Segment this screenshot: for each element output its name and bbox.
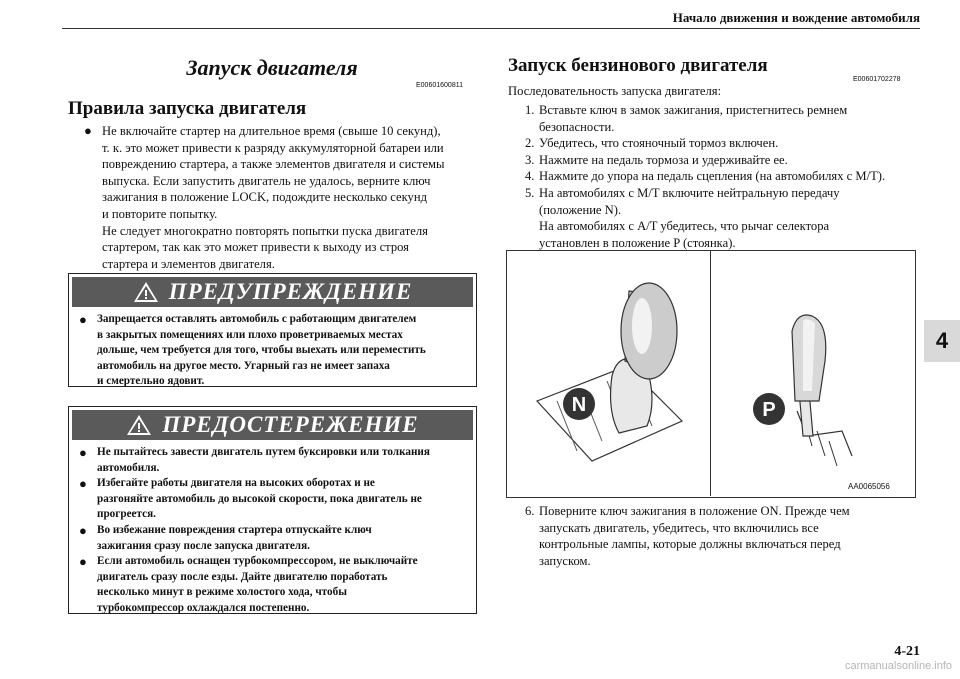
step-line: запуском. (539, 553, 591, 568)
step-item (508, 135, 908, 152)
warning-box (68, 273, 477, 387)
caution-line: турбокомпрессор охлаждался постепенно. (97, 601, 310, 614)
section-title-right: Запуск бензинового двигателя (508, 55, 768, 76)
step-line: На автомобилях с A/T убедитесь, что рычаг селектора (539, 219, 830, 234)
rule-line: и повторите попытку. (102, 206, 218, 221)
caution-line: прогреется. (97, 508, 156, 521)
step-line: На автомобилях с M/T включите нейтральную передачу (539, 185, 840, 200)
figure-divider (710, 250, 711, 496)
caution-line: разгоняйте автомобиль до высокой скорости, пока двигатель не (97, 492, 422, 505)
step-line: Поверните ключ зажигания в положение ON. Прежде чем (539, 504, 850, 518)
bullet-icon: ● (79, 312, 87, 327)
step-line: Убедитесь, что стояночный тормоз включен. (539, 136, 779, 151)
steps-list (508, 102, 908, 251)
step-number: 6. (525, 504, 535, 518)
p-position-badge (753, 393, 785, 425)
running-header: Начало движения и вождение автомобиля (672, 10, 920, 25)
caution-line: автомобиля. (97, 461, 160, 474)
step-number: 3. (525, 152, 535, 167)
step-number: 5. (525, 185, 535, 200)
step-item (508, 185, 908, 251)
rule-line: стартера и элементов двигателя. (102, 256, 275, 271)
chapter-tab: 4 (924, 320, 960, 362)
caution-line: Избегайте работы двигателя на высоких оборотах и не (97, 477, 375, 490)
step-line: Вставьте ключ в замок зажигания, пристегнитесь ремнем (539, 103, 848, 117)
step-number: 4. (525, 169, 535, 184)
caution-line: зажигания сразу после запуска двигателя. (97, 539, 310, 552)
caution-line: Во избежание повреждения стартера отпускайте ключ (97, 523, 372, 536)
caution-item (79, 445, 468, 476)
caution-box (68, 406, 477, 614)
warning-line: Запрещается оставлять автомобиль с работающим двигателем (97, 313, 417, 325)
warning-item (79, 312, 468, 390)
step-item (508, 503, 908, 569)
step-line: (положение N). (539, 202, 622, 217)
bullet-icon: ● (79, 476, 87, 492)
caution-line: несколько минут в режиме холостого хода, чтобы (97, 586, 347, 599)
warning-line: и смертельно ядовит. (97, 375, 205, 388)
step-item (508, 152, 908, 169)
rule-item (84, 123, 479, 272)
section-title: Запуск двигателя (186, 55, 358, 80)
n-position-badge (563, 388, 595, 420)
rule-line: зажигания в положение LOCK, подождите несколько секунд (102, 190, 428, 205)
bullet-icon: ● (79, 554, 87, 570)
caution-line: Если автомобиль оснащен турбокомпрессором, не выключайте (97, 555, 418, 568)
rule-line: повреждению стартера, а также элементов двигателя и системы (102, 157, 445, 172)
step-line: Нажмите на педаль тормоза и удерживайте ее. (539, 152, 788, 167)
warning-header (72, 277, 473, 307)
rule-line: Не следует многократно повторять попытки пуска двигателя (102, 223, 428, 238)
warning-line: в закрытых помещениях или плохо проветриваемых местах (97, 328, 403, 341)
header-rule (62, 28, 920, 29)
page-number: 4-21 (894, 644, 920, 659)
warning-line: автомобиль на другое место. Угарный газ не имеет запаха (97, 359, 390, 372)
step-6 (508, 503, 908, 569)
p-label: P (762, 399, 776, 421)
step-line: установлен в положение P (стоянка). (539, 235, 736, 250)
caution-title: ПРЕДОСТЕРЕЖЕНИЕ (162, 412, 419, 437)
caution-header (72, 410, 473, 440)
warning-line: дольше, чем требуется для того, чтобы выехать или переместить (97, 344, 426, 357)
rule-line: Не включайте стартер на длительное время (свыше 10 секунд), (102, 124, 441, 138)
warning-title: ПРЕДУПРЕЖДЕНИЕ (168, 279, 413, 304)
gear-lever-figure (506, 250, 916, 498)
gear-lever-illustration (507, 251, 915, 497)
rules-list (84, 123, 479, 272)
step-line: запускать двигатель, убедитесь, что включились все (539, 520, 819, 535)
watermark: carmanualsonline.info (844, 660, 952, 672)
manual-shift-drawing (537, 283, 682, 461)
step-line: Нажмите до упора на педаль сцепления (на автомобилях с M/T). (539, 169, 886, 184)
rule-line: выпуска. Если запустить двигатель не удалось, верните ключ (102, 173, 431, 188)
step-line: контрольные лампы, которые должны включаться перед (539, 537, 841, 552)
step-line: безопасности. (539, 119, 615, 134)
rule-line: стартером, так как это может привести к выходу из строя (102, 240, 409, 255)
step-number: 1. (525, 103, 535, 117)
section-code: E00601600811 (416, 82, 463, 89)
section-code: E00601702278 (853, 76, 901, 83)
caution-item (79, 523, 468, 554)
caution-line: Не пытайтесь завести двигатель путем буксировки или толкания (97, 446, 430, 458)
caution-item (79, 554, 468, 616)
step-number: 2. (525, 136, 535, 151)
rule-line: т. к. это может привести к разряду аккумуляторной батареи или (102, 140, 444, 155)
n-label: N (571, 394, 587, 416)
figure-caption: AA0065056 (848, 482, 890, 491)
bullet-icon: ● (84, 123, 92, 138)
caution-line: двигатель сразу после езды. Дайте двигателю поработать (97, 570, 388, 583)
caution-triangle-icon (126, 414, 152, 436)
step-item (508, 102, 908, 135)
caution-item (79, 476, 468, 523)
bullet-icon: ● (79, 445, 87, 460)
bullet-icon: ● (79, 522, 87, 538)
subheading: Правила запуска двигателя (68, 98, 307, 119)
automatic-selector-drawing (792, 315, 852, 466)
step-item (508, 168, 908, 185)
warning-triangle-icon (133, 281, 159, 303)
intro-text: Последовательность запуска двигателя: (508, 84, 722, 98)
